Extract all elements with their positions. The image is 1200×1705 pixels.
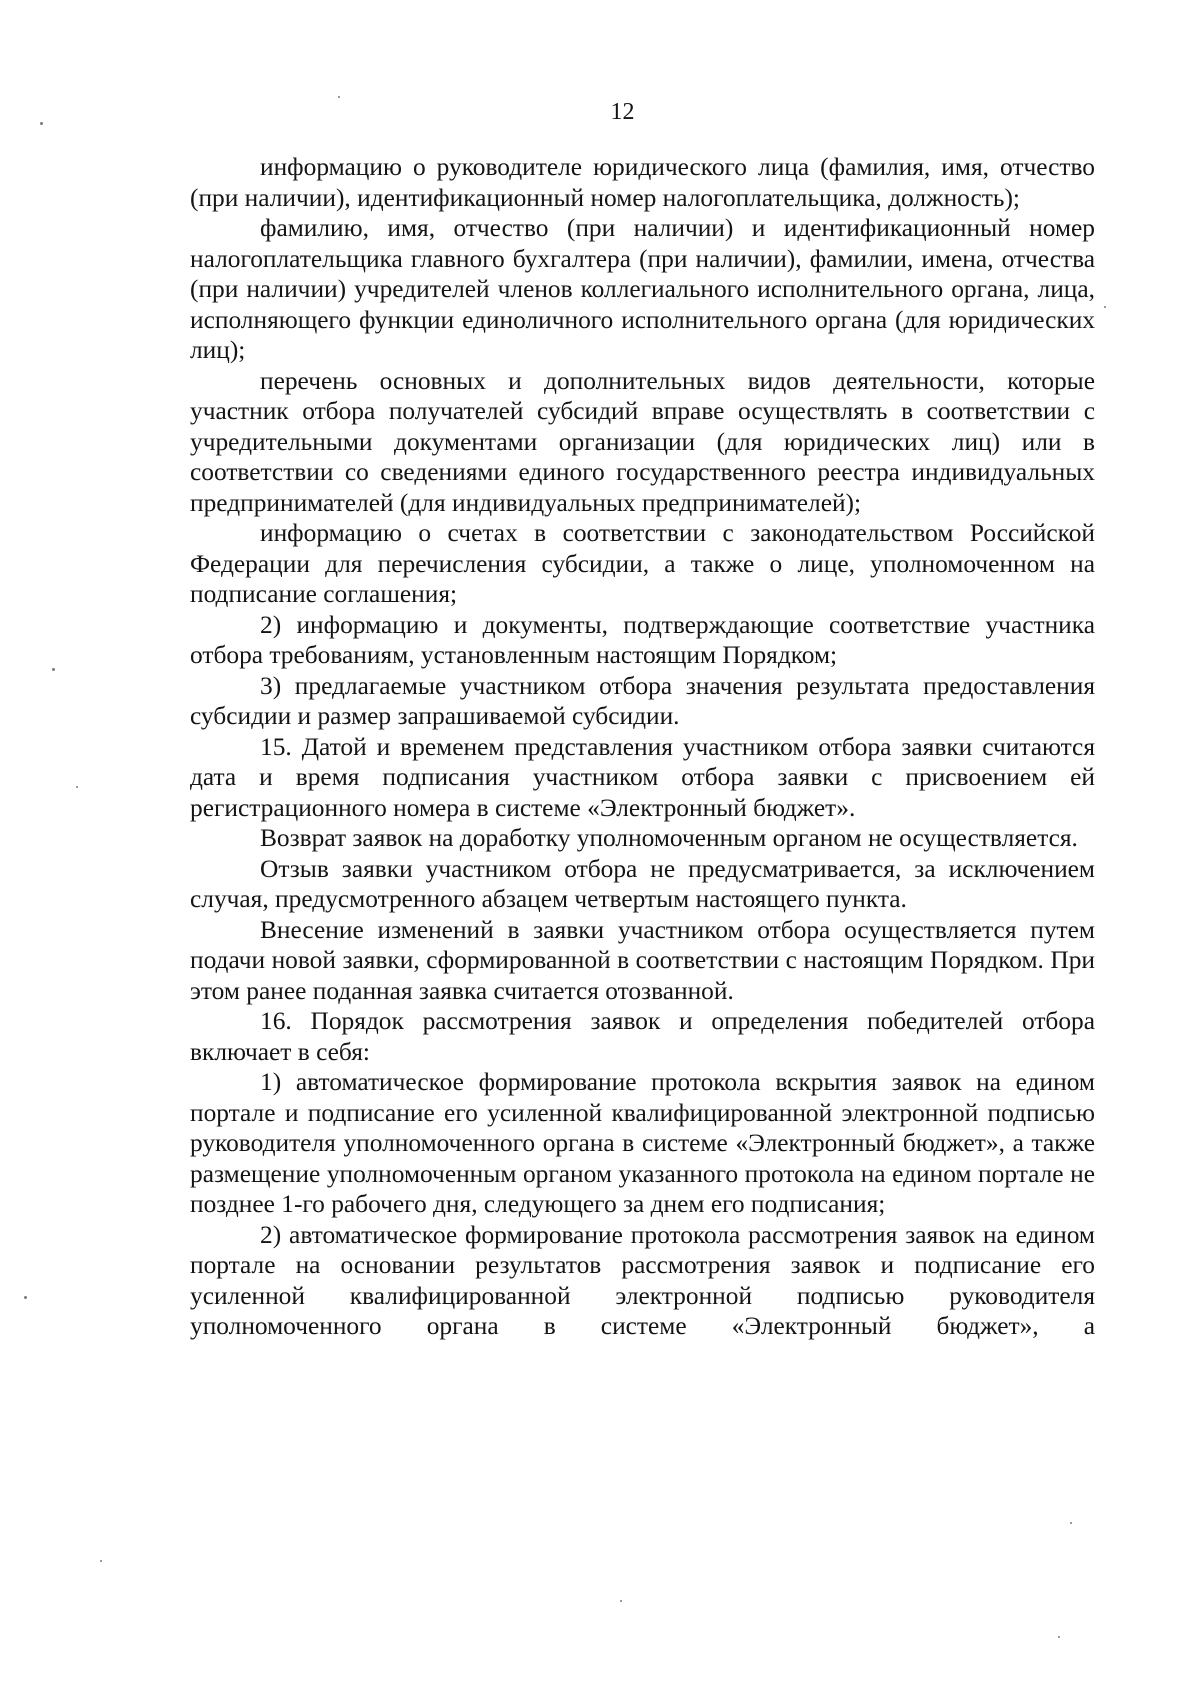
scan-speck [52, 668, 55, 671]
document-body [190, 152, 1095, 1342]
paragraph-amendments: Внесение изменений в заявки участником отбора осуществляется путем подачи новой заявки, сформированной в соответствии с настоящим Порядком. При этом ранее поданная заявка считается отозванной. [190, 915, 1095, 1005]
scan-speck [76, 786, 78, 788]
paragraph-accountant-info: фамилию, имя, отчество (при наличии) и идентификационный номер налогоплательщика главного бухгалтера (при наличии), фамилии, имена, отчества (при наличии) учредителей членов коллегиального исполнительного органа, лица, исполняющего функции единоличного исполнительного органа (для юридических лиц); [190, 214, 1095, 364]
scan-speck [24, 1296, 27, 1299]
paragraph-clause-15: 15. Датой и временем представления участником отбора заявки считаются дата и время подписания участником отбора заявки с присвоением ей регистрационного номера в системе «Электронный бюджет». [190, 732, 1095, 822]
paragraph-item-2: 2) информацию и документы, подтверждающие соответствие участника отбора требованиям, установленным настоящим Порядком; [190, 610, 1095, 669]
scan-speck [1104, 306, 1106, 308]
paragraph-accounts-info: информацию о счетах в соответствии с законодательством Российской Федерации для перечисления субсидии, а также о лице, уполномоченном на подписание соглашения; [190, 519, 1095, 608]
paragraph-clause-16-item-1: 1) автоматическое формирование протокола вскрытия заявок на едином портале и подписание его усиленной квалифицированной электронной подписью руководителя уполномоченного органа в системе «Электронный бюджет», а также размещение уполномоченным органом указанного протокола на едином портале не позднее 1-го рабочего дня, следующего за днем его подписания; [190, 1068, 1095, 1218]
page-number: 12 [610, 99, 635, 125]
paragraph-clause-16: 16. Порядок рассмотрения заявок и определения победителей отбора включает в себя: [190, 1007, 1095, 1066]
paragraph-withdrawal: Отзыв заявки участником отбора не предусматривается, за исключением случая, предусмотренного абзацем четвертым настоящего пункта. [190, 854, 1095, 913]
scan-speck [338, 96, 340, 98]
scan-speck [1058, 1636, 1060, 1638]
paragraph-item-3: 3) предлагаемые участником отбора значения результата предоставления субсидии и размер запрашиваемой субсидии. [190, 671, 1095, 730]
scan-speck [40, 122, 43, 125]
scan-speck [100, 1560, 102, 1562]
scan-speck [1070, 1522, 1072, 1524]
scan-speck [620, 1600, 622, 1602]
paragraph-return-of-applications: Возврат заявок на доработку уполномоченным органом не осуществляется. [260, 824, 1078, 852]
paragraph-activities-list: перечень основных и дополнительных видов деятельности, которые участник отбора получателей субсидий вправе осуществлять в соответствии с учредительными документами организации (для юридических лиц) или в соответствии со сведениями единого государственного реестра индивидуальных предпринимателей (для индивидуальных предпринимателей); [190, 366, 1095, 517]
paragraph-head-info: информацию о руководителе юридического лица (фамилия, имя, отчество (при наличии), идентификационный номер налогоплательщика, должность); [190, 153, 1095, 212]
paragraph-clause-16-item-2: 2) автоматическое формирование протокола рассмотрения заявок на едином портале на основании результатов рассмотрения заявок и подписание его усиленной квалифицированной электронной подписью руководителя уполномоченного органа в системе «Электронный бюджет», а [190, 1220, 1095, 1340]
